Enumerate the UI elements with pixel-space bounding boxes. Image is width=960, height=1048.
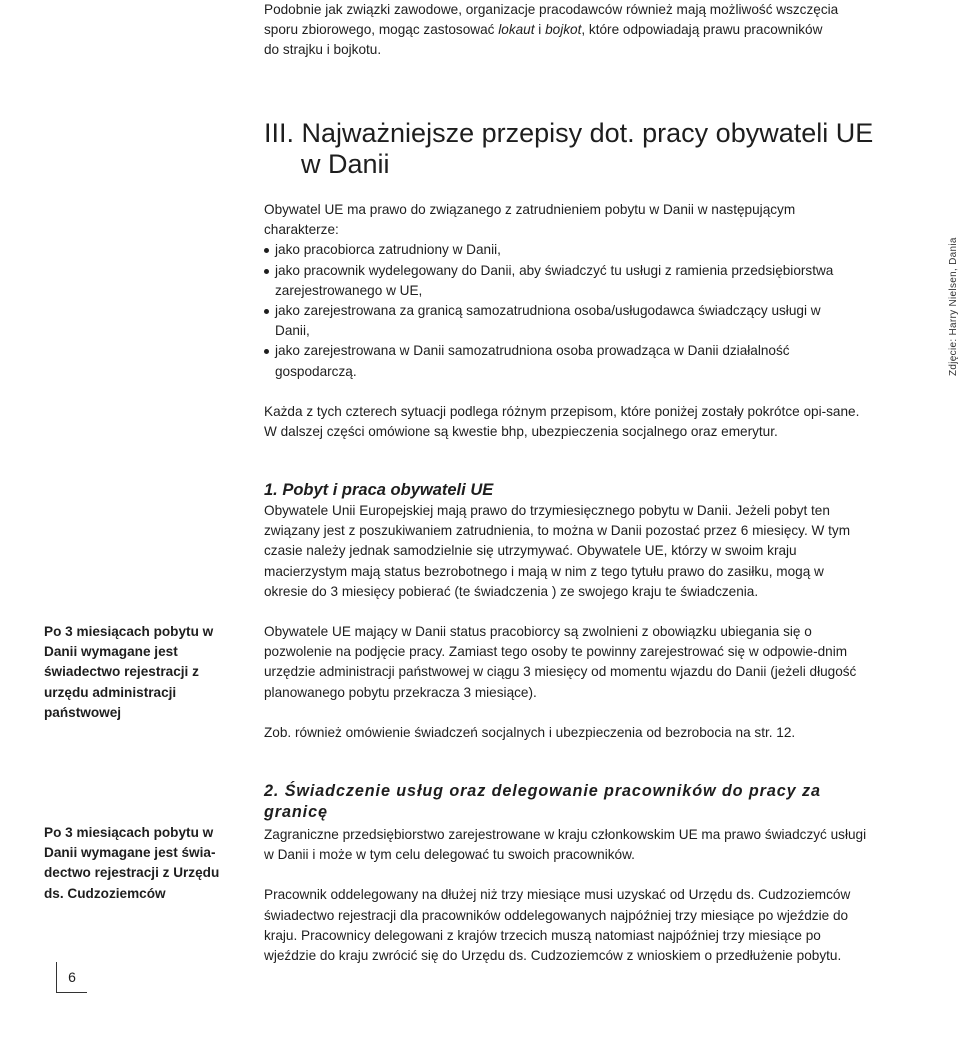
sidenote-2: Po 3 miesiącach pobytu w Danii wymagane jest świa-dectwo rejestracji z Urzędu ds. Cudzoziemców [44, 825, 220, 901]
section-lead: Obywatel UE ma prawo do związanego z zatrudnieniem pobytu w Danii w następującym charakterze: [264, 202, 796, 238]
section-heading-line2: w Danii [301, 149, 390, 179]
list-item: jako zarejestrowana za granicą samozatrudniona osoba/usługodawca świadczący usługi w Danii, [264, 301, 844, 341]
intro-paragraph [264, 0, 904, 61]
subsection-1-p2: Obywatele UE mający w Danii status pracobiorcy są zwolnieni z obowiązku ubiegania się o pozwolenie na podjęcie pracy. Zamiast tego osoby te powinny zarejestrować się w odpowie-dnim urzędzie administracji państwowej w ciągu 3 miesięcy od momentu wjazdu do Danii (jeżeli długość planowanego pobytu przekracza 3 miesiące). [264, 624, 857, 700]
subsection-1 [264, 480, 864, 602]
subsection-1-p3: Zob. również omówienie świadczeń socjalnych i ubezpieczenia od bezrobocia na str. 12. [264, 724, 796, 740]
subsection-2 [264, 781, 874, 966]
list-item: jako zarejestrowana w Danii samozatrudniona osoba prowadząca w Danii działalność gospodarczą. [264, 341, 844, 381]
section-summary: Każda z tych czterech sytuacji podlega różnym przepisom, które poniżej zostały pokrótce opi-sane. W dalszej części omówione są kwestie bhp, ubezpieczenia socjalnego oraz emerytur. [264, 404, 860, 440]
section-heading [264, 118, 904, 180]
lokaut-term: lokaut [498, 22, 535, 38]
section-body [264, 200, 844, 382]
situation-list [264, 240, 844, 381]
subsection-1-title: 1. Pobyt i praca obywateli UE [264, 481, 494, 499]
bojkot-term: bojkot [545, 22, 582, 38]
photo-credit: Zdjęcie: Harry Nielsen, Dania [948, 237, 959, 376]
subsection-1-more [264, 622, 864, 743]
intro-line-1: Podobnie jak związki zawodowe, organizacje pracodawców również mają możliwość wszczęcia [264, 2, 839, 17]
subsection-2-p1: Zagraniczne przedsiębiorstwo zarejestrowane w kraju członkowskim UE ma prawo świadczyć usługi w Danii i może w tym celu delegować tu swoich pracowników. [264, 827, 867, 863]
intro-line-2: sporu zbiorowego, mogąc zastosować lokaut i bojkot, które odpowiadają prawu pracowników [264, 22, 823, 38]
subsection-2-title: 2. Świadczenie usług oraz delegowanie pracowników do pracy za granicę [264, 782, 821, 821]
list-item: jako pracownik wydelegowany do Danii, aby świadczyć tu usługi z ramienia przedsiębiorstwa zarejestrowanego w UE, [264, 261, 844, 301]
list-item: jako pracobiorca zatrudniony w Danii, [264, 240, 844, 260]
section-heading-line1: III. Najważniejsze przepisy dot. pracy obywateli UE [264, 118, 874, 148]
subsection-1-p1: Obywatele Unii Europejskiej mają prawo do trzymiesięcznego pobytu w Danii. Jeżeli pobyt ten związany jest z poszukiwaniem zatrudnienia, to można w Danii pozostać przez 6 miesięcy. W tym czasie należy jednak samodzielnie się utrzymywać. Obywatele UE, którzy w swoim kraju macierzystym mają status bezrobotnego i mają w nim z tego tytułu prawo do zasiłku, mogą w okresie do 3 miesięcy pobierać (te świadczenia ) ze swojego kraju te świadczenia. [264, 503, 851, 599]
sidenote-1: Po 3 miesiącach pobytu w Danii wymagane jest świadectwo rejestracji z urzędu administracji państwowej [44, 624, 214, 720]
subsection-2-p2: Pracownik oddelegowany na dłużej niż trzy miesiące musi uzyskać od Urzędu ds. Cudzoziemców świadectwo rejestracji dla pracowników oddelegowanych najpóźniej trzy miesiące po wjeździe do kraju. Pracownicy delegowani z krajów trzecich muszą natomiast najpóźniej trzy miesiące po wjeździe do kraju zwrócić się do Urzędu ds. Cudzoziemców z wnioskiem o przedłużenie pobytu. [264, 887, 851, 964]
intro-line-3: do strajku i bojkotu. [264, 42, 382, 58]
page-number: 6 [56, 962, 87, 993]
